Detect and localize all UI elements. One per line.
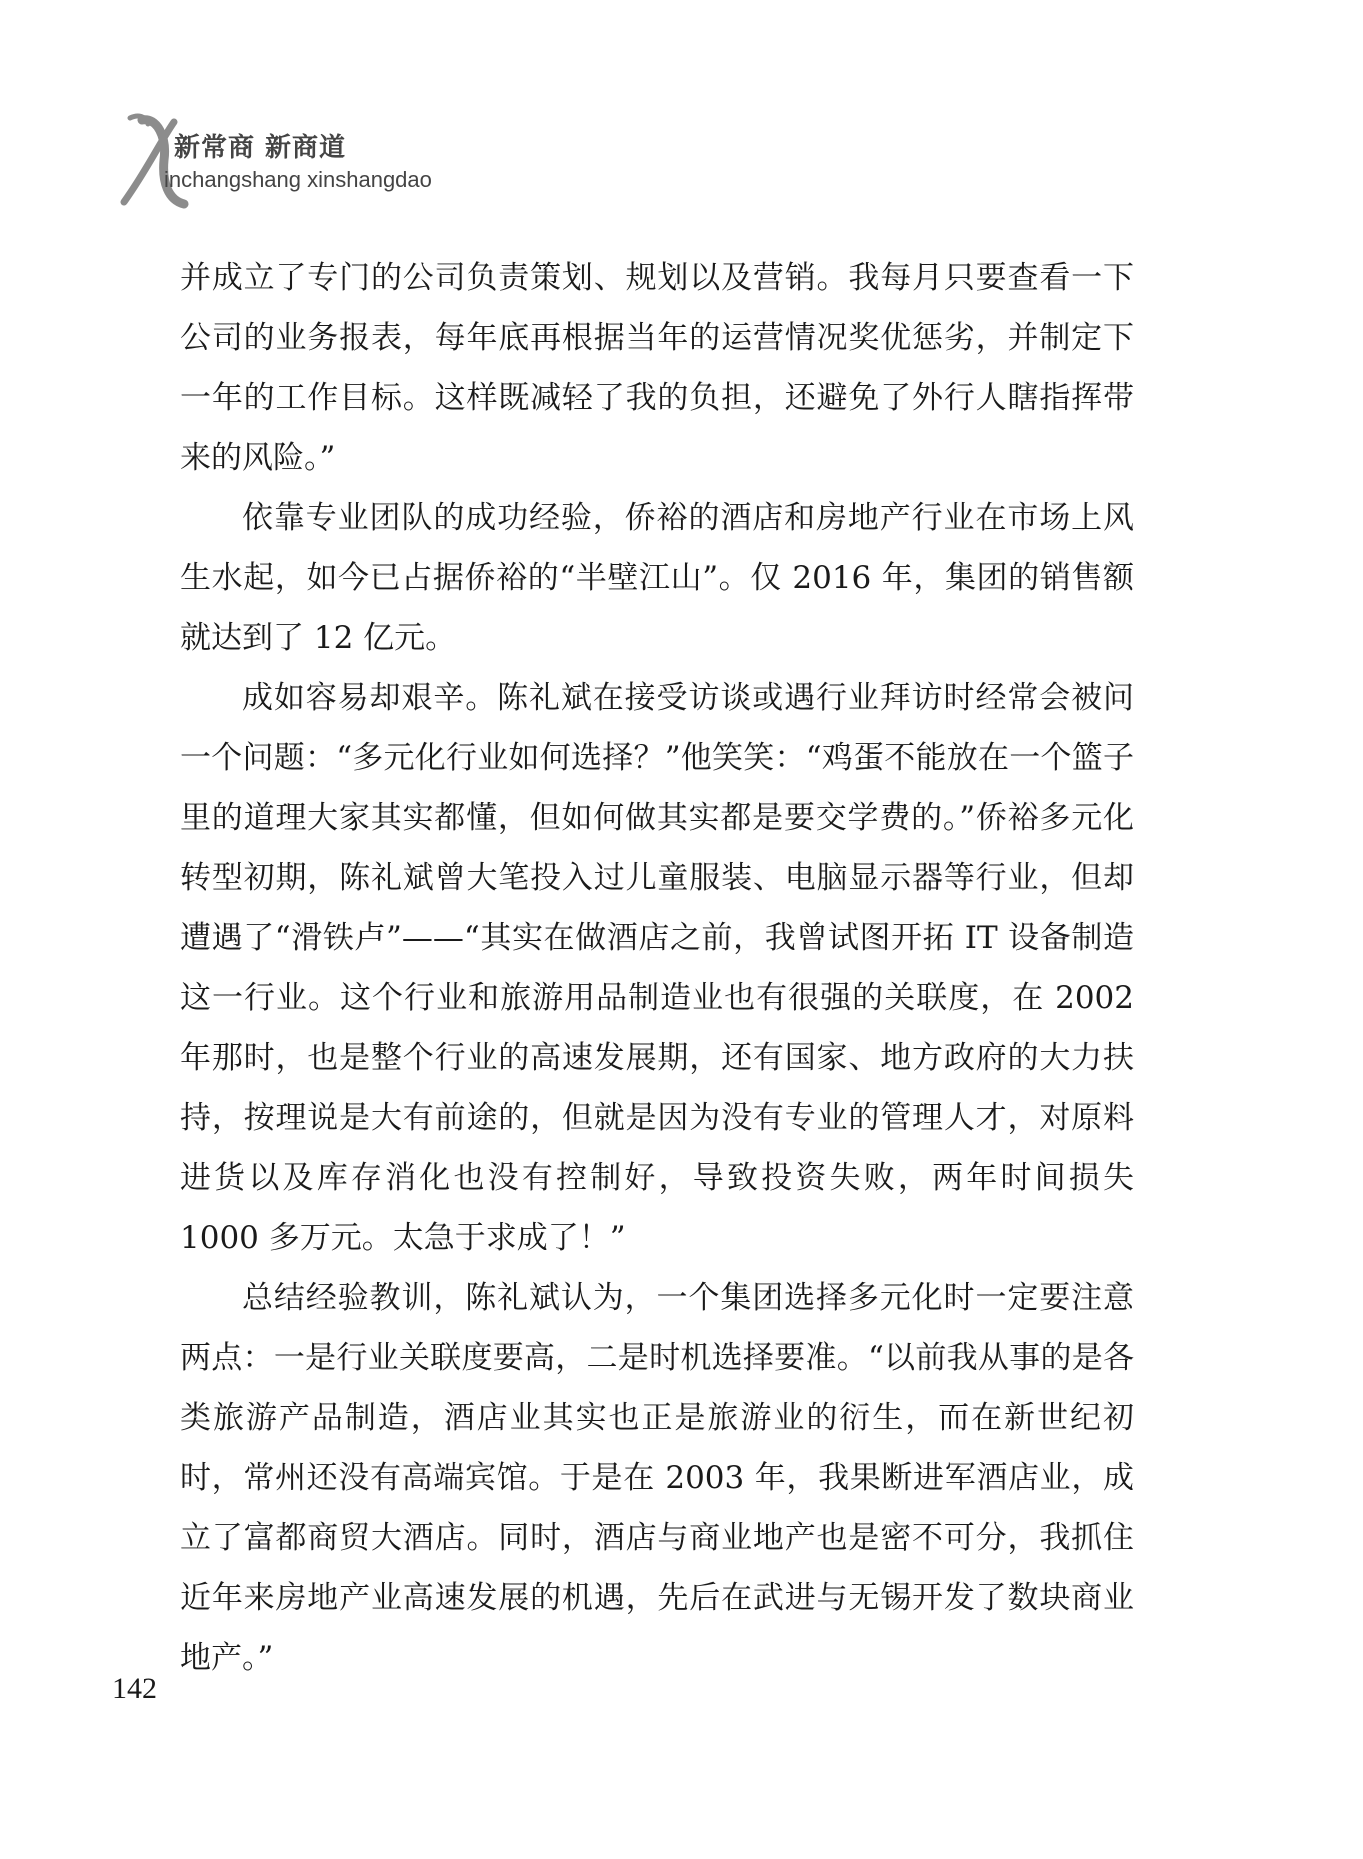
page-number: 142 bbox=[112, 1672, 157, 1705]
paragraph: 总结经验教训，陈礼斌认为，一个集团选择多元化时一定要注意两点：一是行业关联度要高，二是时机选择要准。“以前我从事的是各类旅游产品制造，酒店业其实也正是旅游业的衍生，而在新世纪初时，常州还没有高端宾馆。于是在 2003 年，我果断进军酒店业，成立了富都商贸大酒店。同时，酒店与商业地产也是密不可分，我抓住近年来房地产业高速发展的机遇，先后在武进与无锡开发了数块商业地产。” bbox=[180, 1280, 1134, 1676]
paragraph: 成如容易却艰辛。陈礼斌在接受访谈或遇行业拜访时经常会被问一个问题：“多元化行业如何选择？”他笑笑：“鸡蛋不能放在一个篮子里的道理大家其实都懂，但如何做其实都是要交学费的。”侨裕多元化转型初期，陈礼斌曾大笔投入过儿童服装、电脑显示器等行业，但却遭遇了“滑铁卢”——“其实在做酒店之前，我曾试图开拓 IT 设备制造这一行业。这个行业和旅游用品制造业也有很强的关联度，在 2002 年那时，也是整个行业的高速发展期，还有国家、地方政府的大力扶持，按理说是大有前途的，但就是因为没有专业的管理人才，对原料进货以及库存消化也没有控制好，导致投资失败，两年时间损失 1000 多万元。太急于求成了！” bbox=[180, 680, 1134, 1256]
header-title-chinese: 新常商 新商道 bbox=[174, 133, 347, 163]
running-header bbox=[112, 112, 532, 212]
header-title-pinyin: inchangshang xinshangdao bbox=[164, 167, 432, 192]
paragraph: 依靠专业团队的成功经验，侨裕的酒店和房地产行业在市场上风生水起，如今已占据侨裕的“半壁江山”。仅 2016 年，集团的销售额就达到了 12 亿元。 bbox=[180, 500, 1134, 656]
body-text bbox=[180, 248, 1134, 1688]
paragraph: 并成立了专门的公司负责策划、规划以及营销。我每月只要查看一下公司的业务报表，每年底再根据当年的运营情况奖优惩劣，并制定下一年的工作目标。这样既减轻了我的负担，还避免了外行人瞎指挥带来的风险。” bbox=[180, 260, 1134, 476]
